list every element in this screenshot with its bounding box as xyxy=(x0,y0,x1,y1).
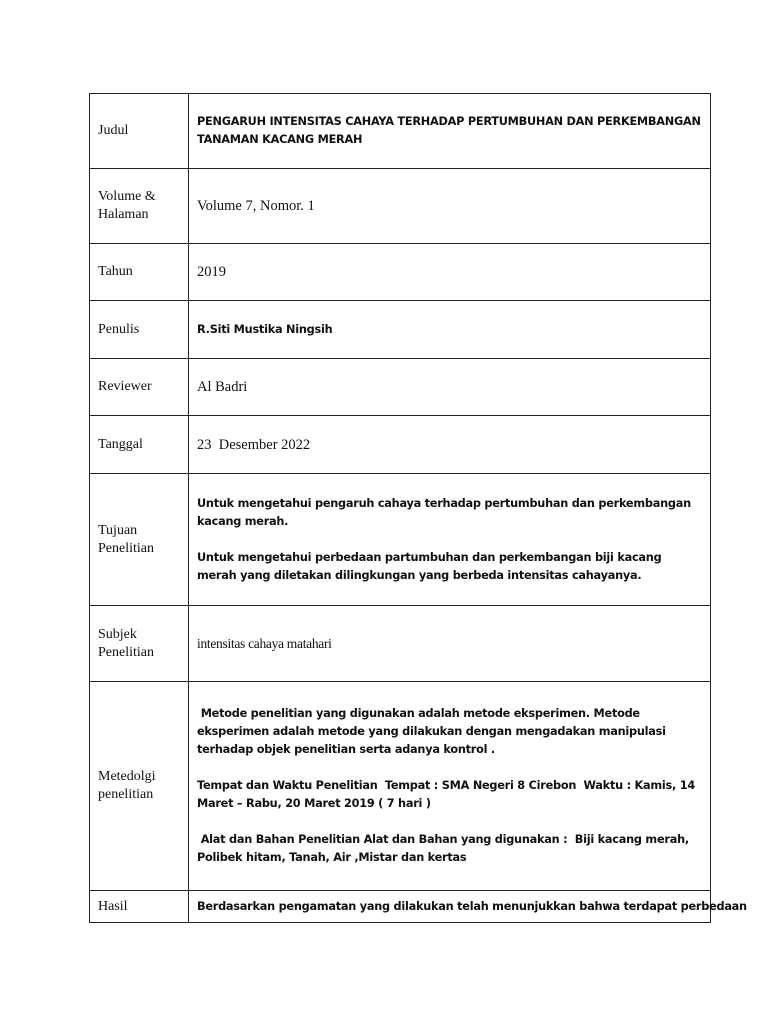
label-metodologi: Metedolgi penelitian xyxy=(90,682,189,891)
judul-text: PENGARUH INTENSITAS CAHAYA TERHADAP PERTUMBUHAN DAN PERKEMBANGAN TANAMAN KACANG MERAH xyxy=(197,115,701,146)
subjek-text: intensitas cahaya matahari xyxy=(197,635,332,651)
row-reviewer xyxy=(90,359,711,416)
row-judul xyxy=(90,94,711,169)
value-tahun xyxy=(189,244,711,301)
label-hasil: Hasil xyxy=(90,891,189,923)
label-reviewer: Reviewer xyxy=(90,359,189,416)
value-tanggal xyxy=(189,416,711,474)
value-subjek xyxy=(189,606,711,682)
tahun-text: 2019 xyxy=(197,264,226,280)
tanggal-text: 23 Desember 2022 xyxy=(197,436,311,453)
row-subjek xyxy=(90,606,711,682)
label-volume: Volume & Halaman xyxy=(90,169,189,244)
row-volume xyxy=(90,169,711,244)
label-tahun: Tahun xyxy=(90,244,189,301)
label-judul: Judul xyxy=(90,94,189,169)
row-tujuan xyxy=(90,474,711,606)
metodologi-paragraph-3: Alat dan Bahan Penelitian Alat dan Bahan yang digunakan : Biji kacang merah, Polibek hitam, Tanah, Air ,Mistar dan kertas xyxy=(197,833,697,864)
row-tahun xyxy=(90,244,711,301)
tujuan-paragraph-2: Untuk mengetahui perbedaan partumbuhan dan perkembangan biji kacang merah yang diletakan dilingkungan yang berbeda intensitas cahayanya. xyxy=(197,550,662,582)
label-tujuan: Tujuan Penelitian xyxy=(90,474,189,606)
metodologi-paragraph-1: Metode penelitian yang digunakan adalah metode eksperimen. Metode eksperimen adalah metode yang dilakukan dengan mengadakan manipulasi terhadap objek penelitian serta adanya kontrol . xyxy=(197,707,670,756)
review-table xyxy=(89,93,747,923)
label-tanggal: Tanggal xyxy=(90,416,189,474)
row-metodologi xyxy=(90,682,711,891)
volume-text: Volume 7, Nomor. 1 xyxy=(197,198,315,214)
value-reviewer xyxy=(189,359,711,416)
value-tujuan xyxy=(189,474,711,606)
penulis-text: R.Siti Mustika Ningsih xyxy=(197,322,333,336)
row-tanggal xyxy=(90,416,711,474)
value-hasil xyxy=(189,891,747,923)
value-volume xyxy=(189,169,711,244)
tujuan-paragraph-1: Untuk mengetahui pengaruh cahaya terhadap pertumbuhan dan perkembangan kacang merah. xyxy=(197,496,691,528)
label-penulis: Penulis xyxy=(90,301,189,359)
label-subjek: Subjek Penelitian xyxy=(90,606,189,682)
metodologi-paragraph-2: Tempat dan Waktu Penelitian Tempat : SMA Negeri 8 Cirebon Waktu : Kamis, 14 Maret – Rabu, 20 Maret 2019 ( 7 hari ) xyxy=(197,779,699,810)
value-metodologi xyxy=(189,682,711,891)
value-penulis xyxy=(189,301,711,359)
hasil-text: Berdasarkan pengamatan yang dilakukan telah menunjukkan bahwa terdapat perbedaan xyxy=(197,899,747,913)
row-penulis xyxy=(90,301,711,359)
row-hasil xyxy=(90,891,711,923)
value-judul xyxy=(189,94,711,169)
reviewer-text: Al Badri xyxy=(197,379,248,395)
